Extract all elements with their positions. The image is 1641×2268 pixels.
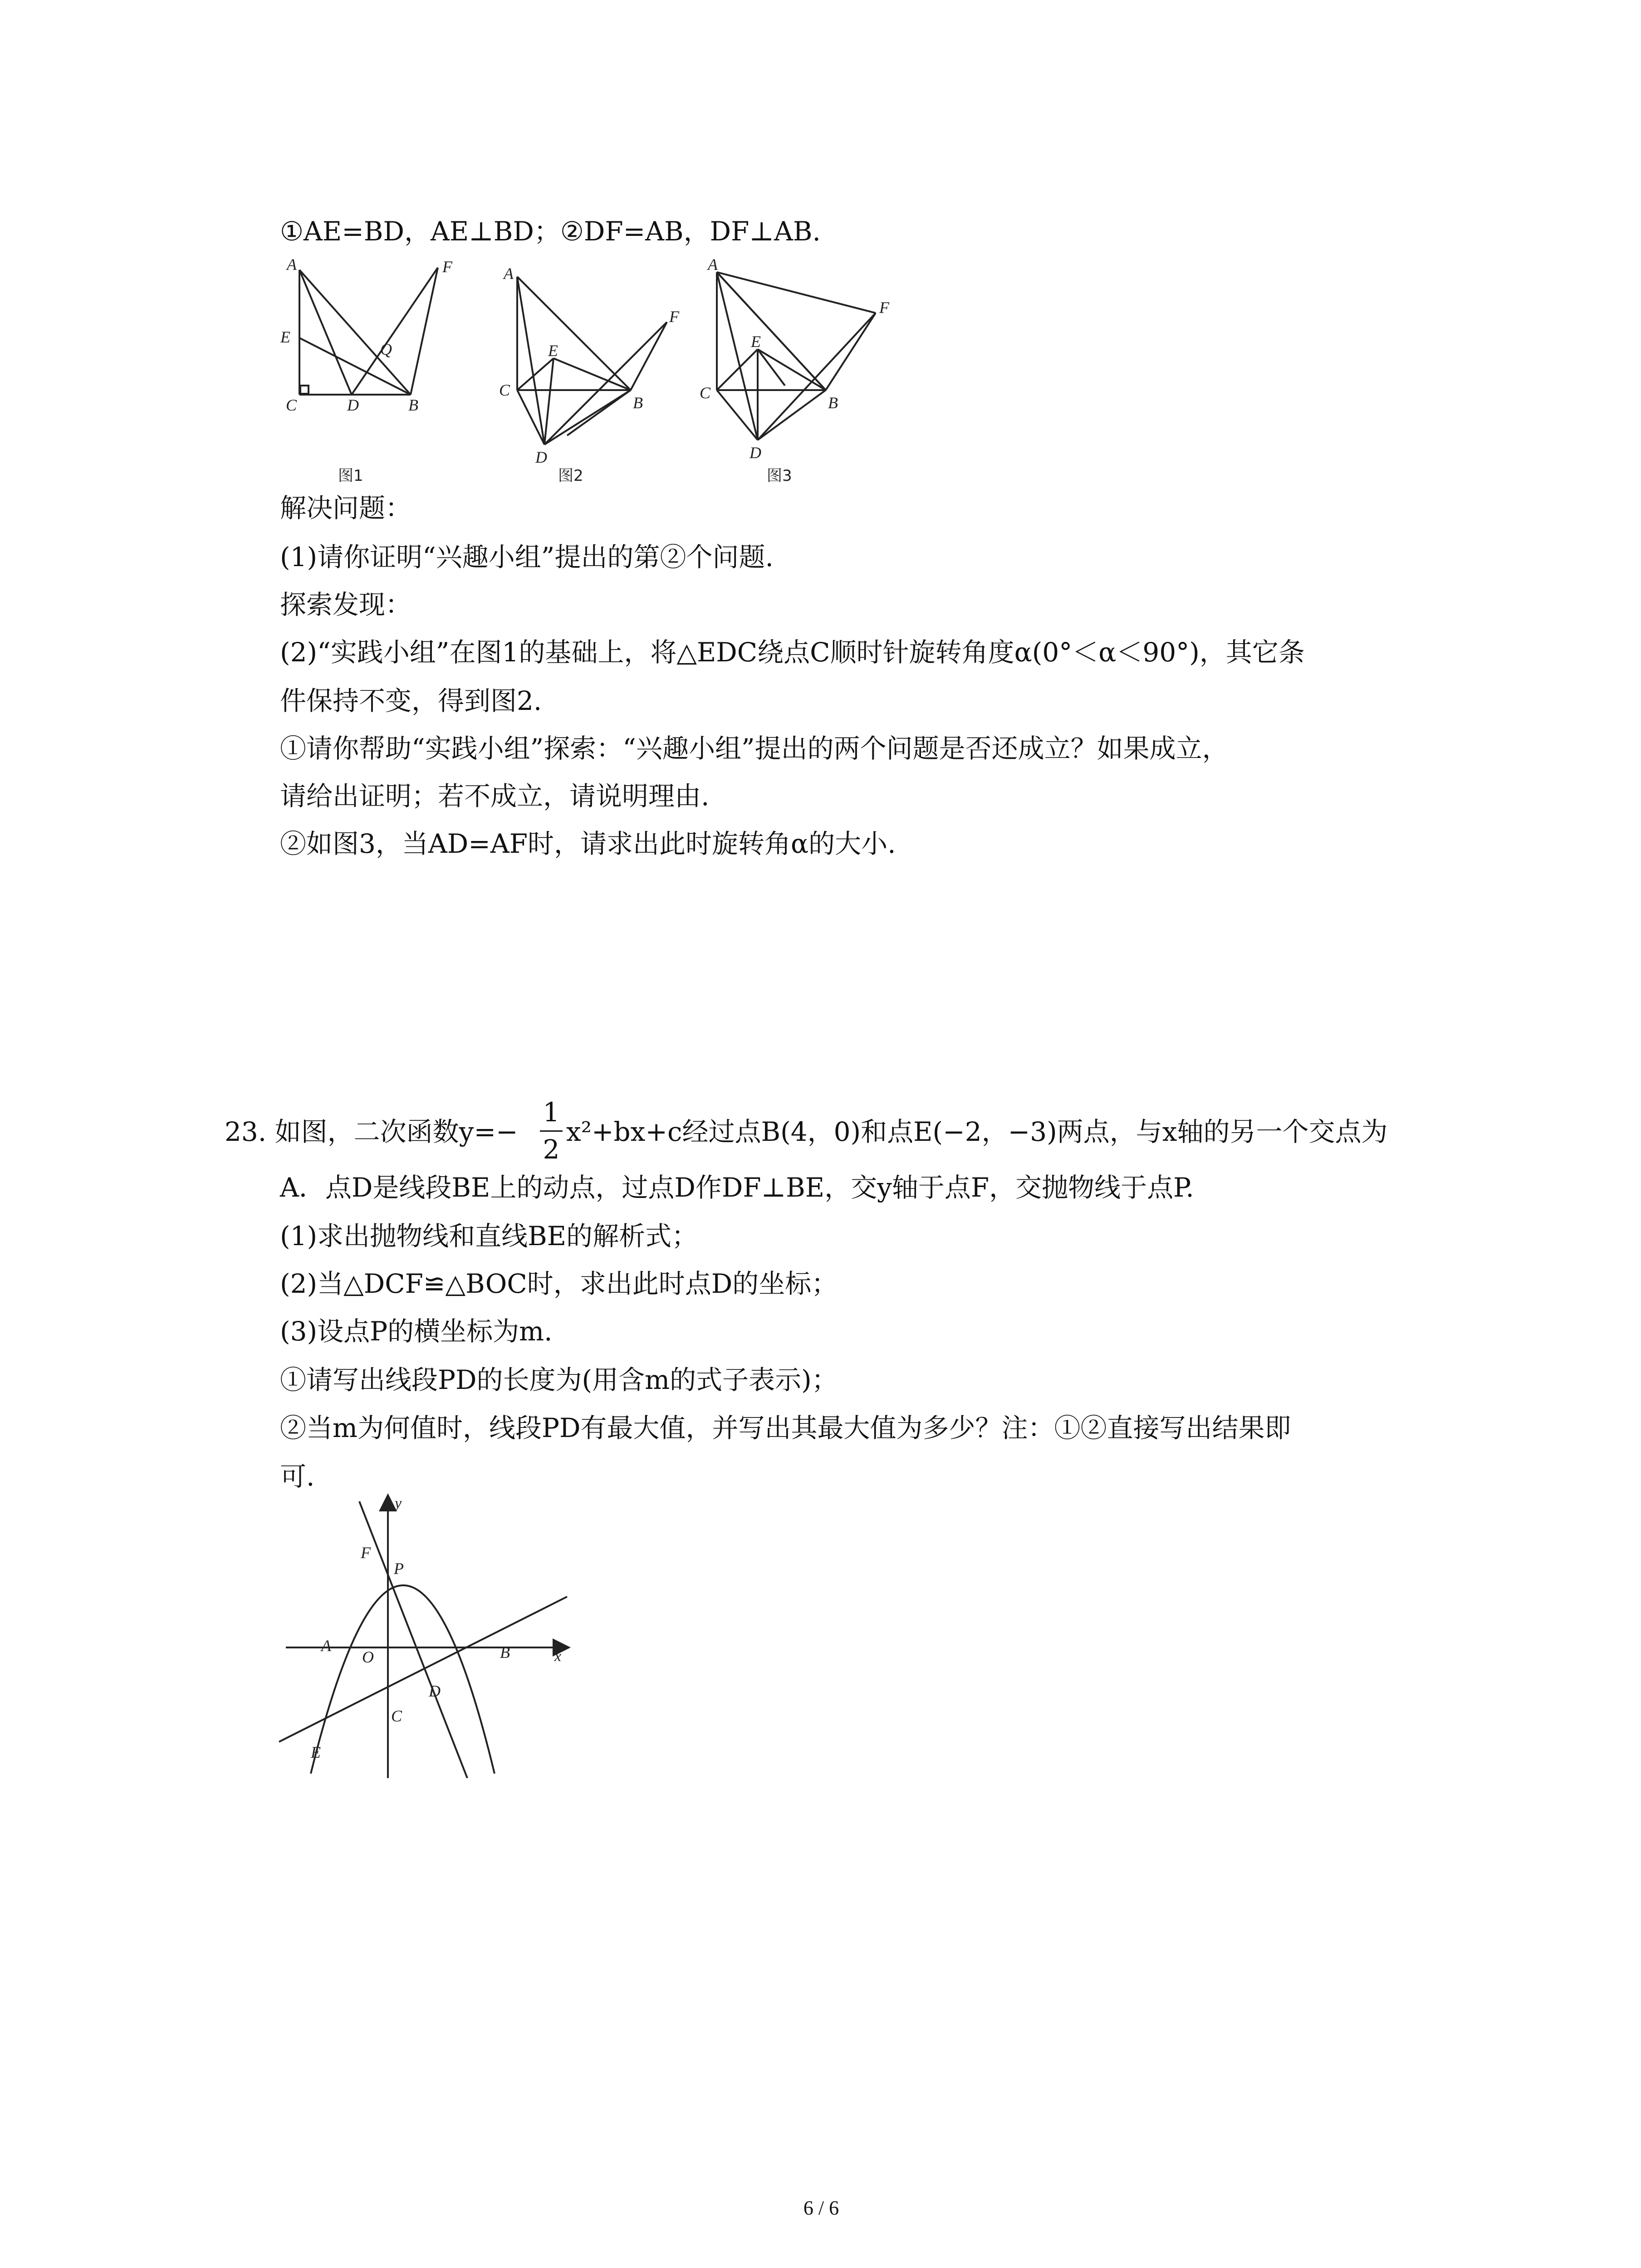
q22-figure-3 — [699, 254, 935, 490]
fig1-label-q: Q — [380, 340, 392, 358]
q22-line-6: ①请你帮助“实践小组”探索：“兴趣小组”提出的两个问题是否还成立？如果成立， — [280, 733, 1229, 764]
q23-label-d: D — [429, 1682, 441, 1700]
q23-figure — [272, 1488, 590, 1778]
fig1-label-b: B — [408, 396, 418, 414]
q23-label-f: F — [361, 1544, 371, 1562]
fig1-label-f: F — [442, 258, 452, 276]
fig2-label-e: E — [548, 342, 558, 360]
fig2-label-c: C — [499, 381, 510, 399]
fig1-label-c: C — [286, 396, 297, 414]
fig3-label-f: F — [879, 298, 889, 317]
q23-fraction-bar — [540, 1130, 563, 1132]
q23-fraction-numerator: 1 — [543, 1097, 560, 1128]
q23-label-e: E — [311, 1743, 321, 1761]
fig2-label-a: A — [504, 264, 514, 283]
q22-figure-2 — [495, 254, 712, 490]
q22-conditions: ①AE=BD，AE⊥BD；②DF=AB，DF⊥AB. — [280, 216, 821, 247]
q22-line-3: 探索发现： — [280, 589, 412, 620]
q23-label-c: C — [391, 1707, 402, 1725]
q23-line-4: (2)当△DCF≌△BOC时，求出此时点D的坐标； — [280, 1268, 838, 1299]
fig3-label-b: B — [828, 394, 838, 412]
q23-label-y: y — [395, 1495, 402, 1512]
page-number: 6 / 6 — [803, 2197, 839, 2219]
q23-label-o: O — [362, 1648, 374, 1666]
fig3-caption: 图3 — [767, 467, 792, 485]
fig1-label-d: D — [347, 396, 359, 414]
fig3-label-d: D — [749, 444, 761, 462]
q23-line-2: A．点D是线段BE上的动点，过点D作DF⊥BE，交y轴于点F，交抛物线于点P. — [280, 1172, 1194, 1203]
q22-line-8: ②如图3，当AD=AF时，请求出此时旋转角α的大小. — [280, 828, 896, 859]
fig2-label-d: D — [535, 448, 547, 466]
q22-line-4: (2)“实践小组”在图1的基础上，将△EDC绕点C顺时针旋转角度α(0°＜α＜90°)，其它条 — [280, 637, 1305, 668]
q22-line-5: 件保持不变，得到图2. — [280, 685, 542, 716]
q23-label-a: A — [321, 1637, 331, 1655]
q22-line-2: (1)请你证明“兴趣小组”提出的第②个问题. — [280, 542, 774, 572]
fig2-caption: 图2 — [558, 467, 583, 485]
q23-line-6: ①请写出线段PD的长度为(用含m的式子表示)； — [280, 1364, 838, 1395]
fig2-label-b: B — [633, 394, 643, 412]
q23-label-b: B — [500, 1643, 510, 1662]
fig3-label-a: A — [708, 255, 718, 274]
fig1-caption: 图1 — [338, 467, 363, 485]
q23-label-x: x — [554, 1648, 562, 1665]
q23-line-1-prefix: 23. 如图，二次函数y=− — [225, 1116, 518, 1147]
fig2-label-f: F — [669, 308, 679, 326]
fig3-label-e: E — [751, 332, 761, 351]
q22-figure-1 — [272, 254, 499, 490]
q23-fraction-denominator: 2 — [543, 1134, 560, 1165]
q23-line-7: ②当m为何值时，线段PD有最大值，并写出其最大值为多少？注：①②直接写出结果即 — [280, 1413, 1291, 1443]
q23-line-3: (1)求出抛物线和直线BE的解析式； — [280, 1221, 698, 1251]
fig1-label-a: A — [287, 255, 297, 274]
q22-line-1: 解决问题： — [280, 493, 412, 523]
q23-label-p: P — [394, 1559, 404, 1578]
q23-line-1-suffix: x²+bx+c经过点B(4，0)和点E(−2，−3)两点，与x轴的另一个交点为 — [566, 1116, 1388, 1147]
q23-line-8: 可. — [280, 1461, 315, 1492]
fig3-label-c: C — [700, 384, 711, 402]
q23-line-5: (3)设点P的横坐标为m. — [280, 1316, 553, 1347]
q22-line-7: 请给出证明；若不成立，请说明理由. — [280, 781, 710, 811]
fig1-label-e: E — [280, 328, 290, 346]
